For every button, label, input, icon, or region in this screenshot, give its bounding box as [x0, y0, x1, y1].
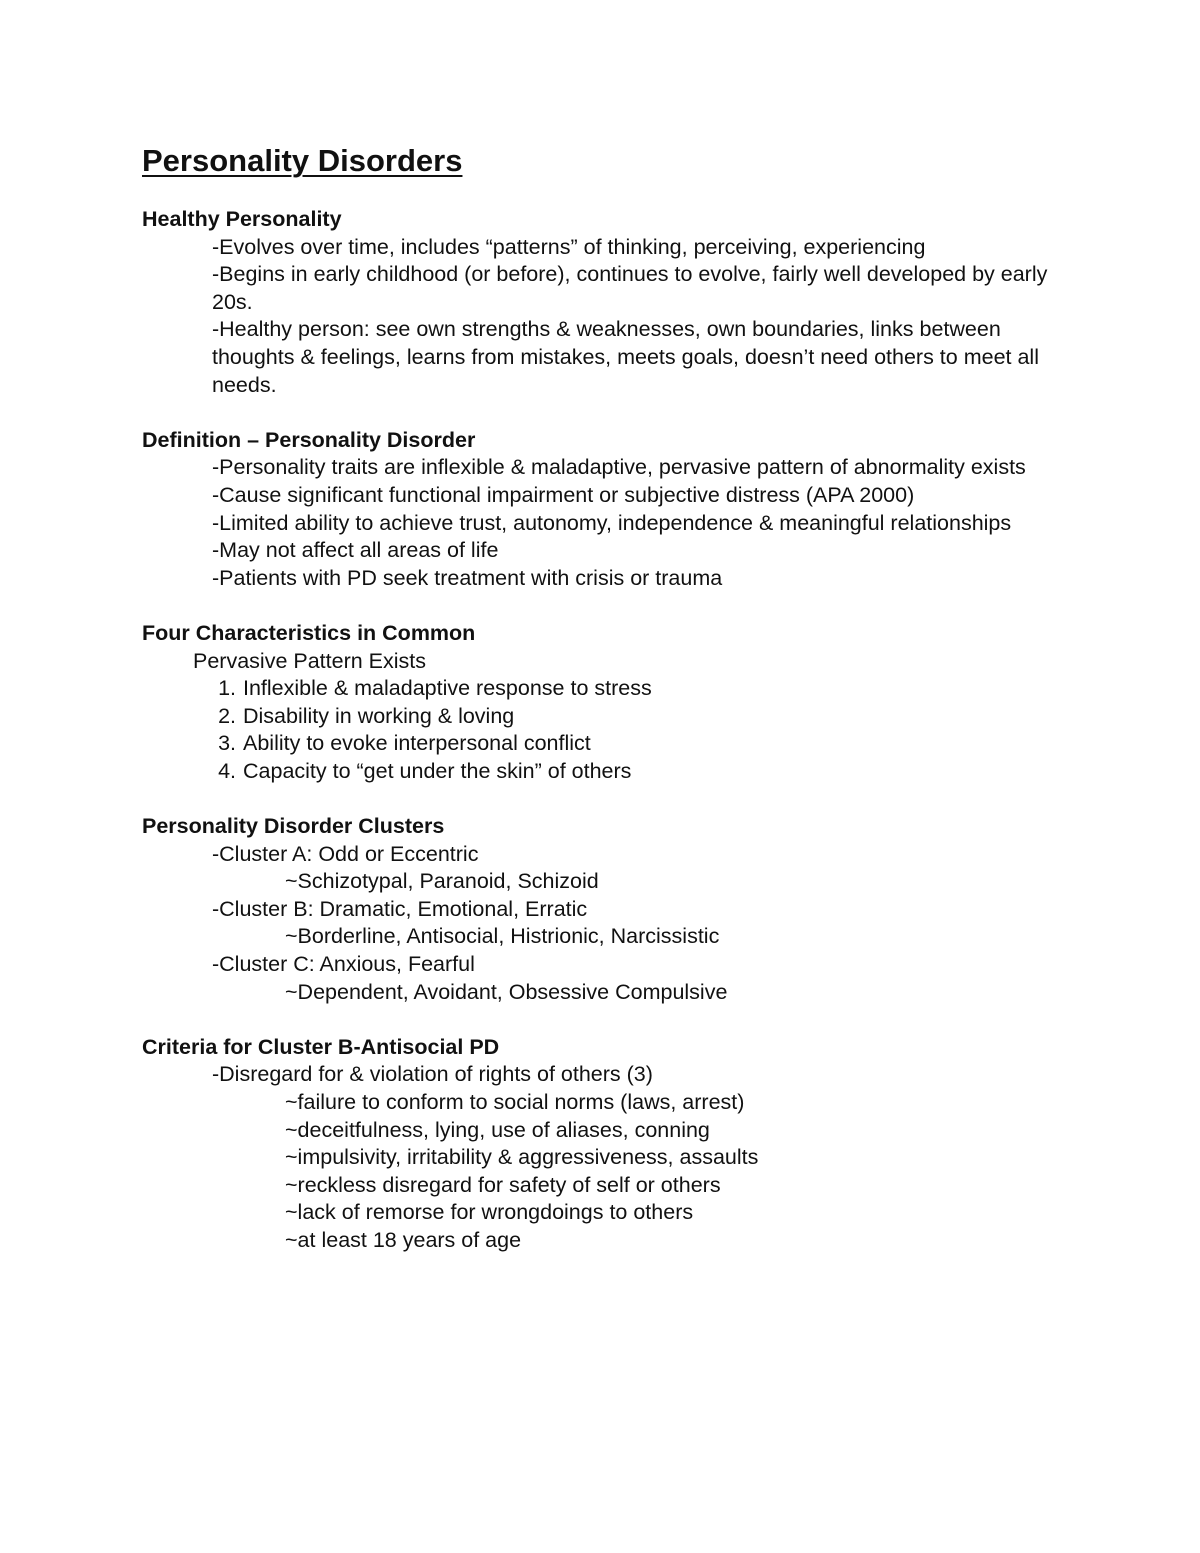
section-characteristics	[142, 620, 1062, 786]
cluster-b-line: -Cluster B: Dramatic, Emotional, Erratic	[212, 896, 588, 921]
bullet-line: -Personality traits are inflexible & maladaptive, pervasive pattern of abnormality exists	[212, 455, 1026, 480]
cluster-c-list: ~Dependent, Avoidant, Obsessive Compulsive	[285, 979, 728, 1004]
section-heading: Healthy Personality	[142, 207, 342, 231]
criteria-item: ~at least 18 years of age	[285, 1227, 522, 1252]
bullet-line: -Cause significant functional impairment or subjective distress (APA 2000)	[212, 482, 915, 507]
criteria-item: ~lack of remorse for wrongdoings to others	[285, 1200, 694, 1225]
criteria-lead: -Disregard for & violation of rights of others (3)	[212, 1062, 653, 1087]
subheading: Pervasive Pattern Exists	[193, 648, 427, 673]
list-text: Ability to evoke interpersonal conflict	[243, 731, 591, 756]
cluster-c-line: -Cluster C: Anxious, Fearful	[212, 952, 475, 977]
spacer	[142, 1006, 1062, 1034]
criteria-item: ~deceitfulness, lying, use of aliases, conning	[285, 1117, 710, 1142]
section-heading: Four Characteristics in Common	[142, 620, 476, 645]
list-text: Disability in working & loving	[243, 703, 515, 728]
criteria-item: ~reckless disregard for safety of self or others	[285, 1172, 721, 1197]
section-heading: Personality Disorder Clusters	[142, 814, 445, 839]
list-number: 3.	[218, 731, 236, 756]
bullet-line: -Begins in early childhood (or before), continues to evolve, fairly well developed by early 20s.	[212, 262, 1048, 314]
bullet-line: -Limited ability to achieve trust, autonomy, independence & meaningful relationships	[212, 510, 1012, 535]
section-healthy-personality	[142, 206, 1062, 399]
bullet-line: -May not affect all areas of life	[212, 538, 499, 563]
bullet-line: -Healthy person: see own strengths & weaknesses, own boundaries, links between thoughts & feelings, learns from mistakes, meets goals, doesn’t need others to meet all needs.	[212, 317, 1039, 397]
section-clusters	[142, 813, 1062, 1006]
criteria-item: ~failure to conform to social norms (laws, arrest)	[285, 1090, 745, 1114]
list-number: 1.	[218, 676, 236, 701]
list-item	[216, 758, 1062, 786]
bullet-line: -Patients with PD seek treatment with crisis or trauma	[212, 565, 723, 590]
section-heading: Criteria for Cluster B-Antisocial PD	[142, 1034, 500, 1059]
list-number: 4.	[218, 758, 236, 783]
cluster-a-line: -Cluster A: Odd or Eccentric	[212, 841, 479, 866]
section-heading: Definition – Personality Disorder	[142, 427, 476, 452]
cluster-a-list: ~Schizotypal, Paranoid, Schizoid	[285, 869, 599, 894]
numbered-list	[142, 675, 1062, 785]
cluster-b-list: ~Borderline, Antisocial, Histrionic, Narcissistic	[285, 924, 720, 949]
list-number: 2.	[218, 703, 236, 728]
spacer	[142, 592, 1062, 620]
list-item	[216, 675, 1062, 703]
spacer	[142, 399, 1062, 427]
list-item	[216, 730, 1062, 758]
section-criteria	[142, 1034, 1062, 1255]
section-definition	[142, 427, 1062, 593]
list-text: Capacity to “get under the skin” of others	[243, 758, 632, 783]
document-body	[142, 206, 1062, 1255]
page-title: Personality Disorders	[142, 143, 463, 178]
list-item	[216, 703, 1062, 731]
list-text: Inflexible & maladaptive response to stress	[243, 676, 652, 701]
criteria-item: ~impulsivity, irritability & aggressiveness, assaults	[285, 1145, 759, 1170]
bullet-line: -Evolves over time, includes “patterns” of thinking, perceiving, experiencing	[212, 234, 926, 259]
spacer	[142, 785, 1062, 813]
